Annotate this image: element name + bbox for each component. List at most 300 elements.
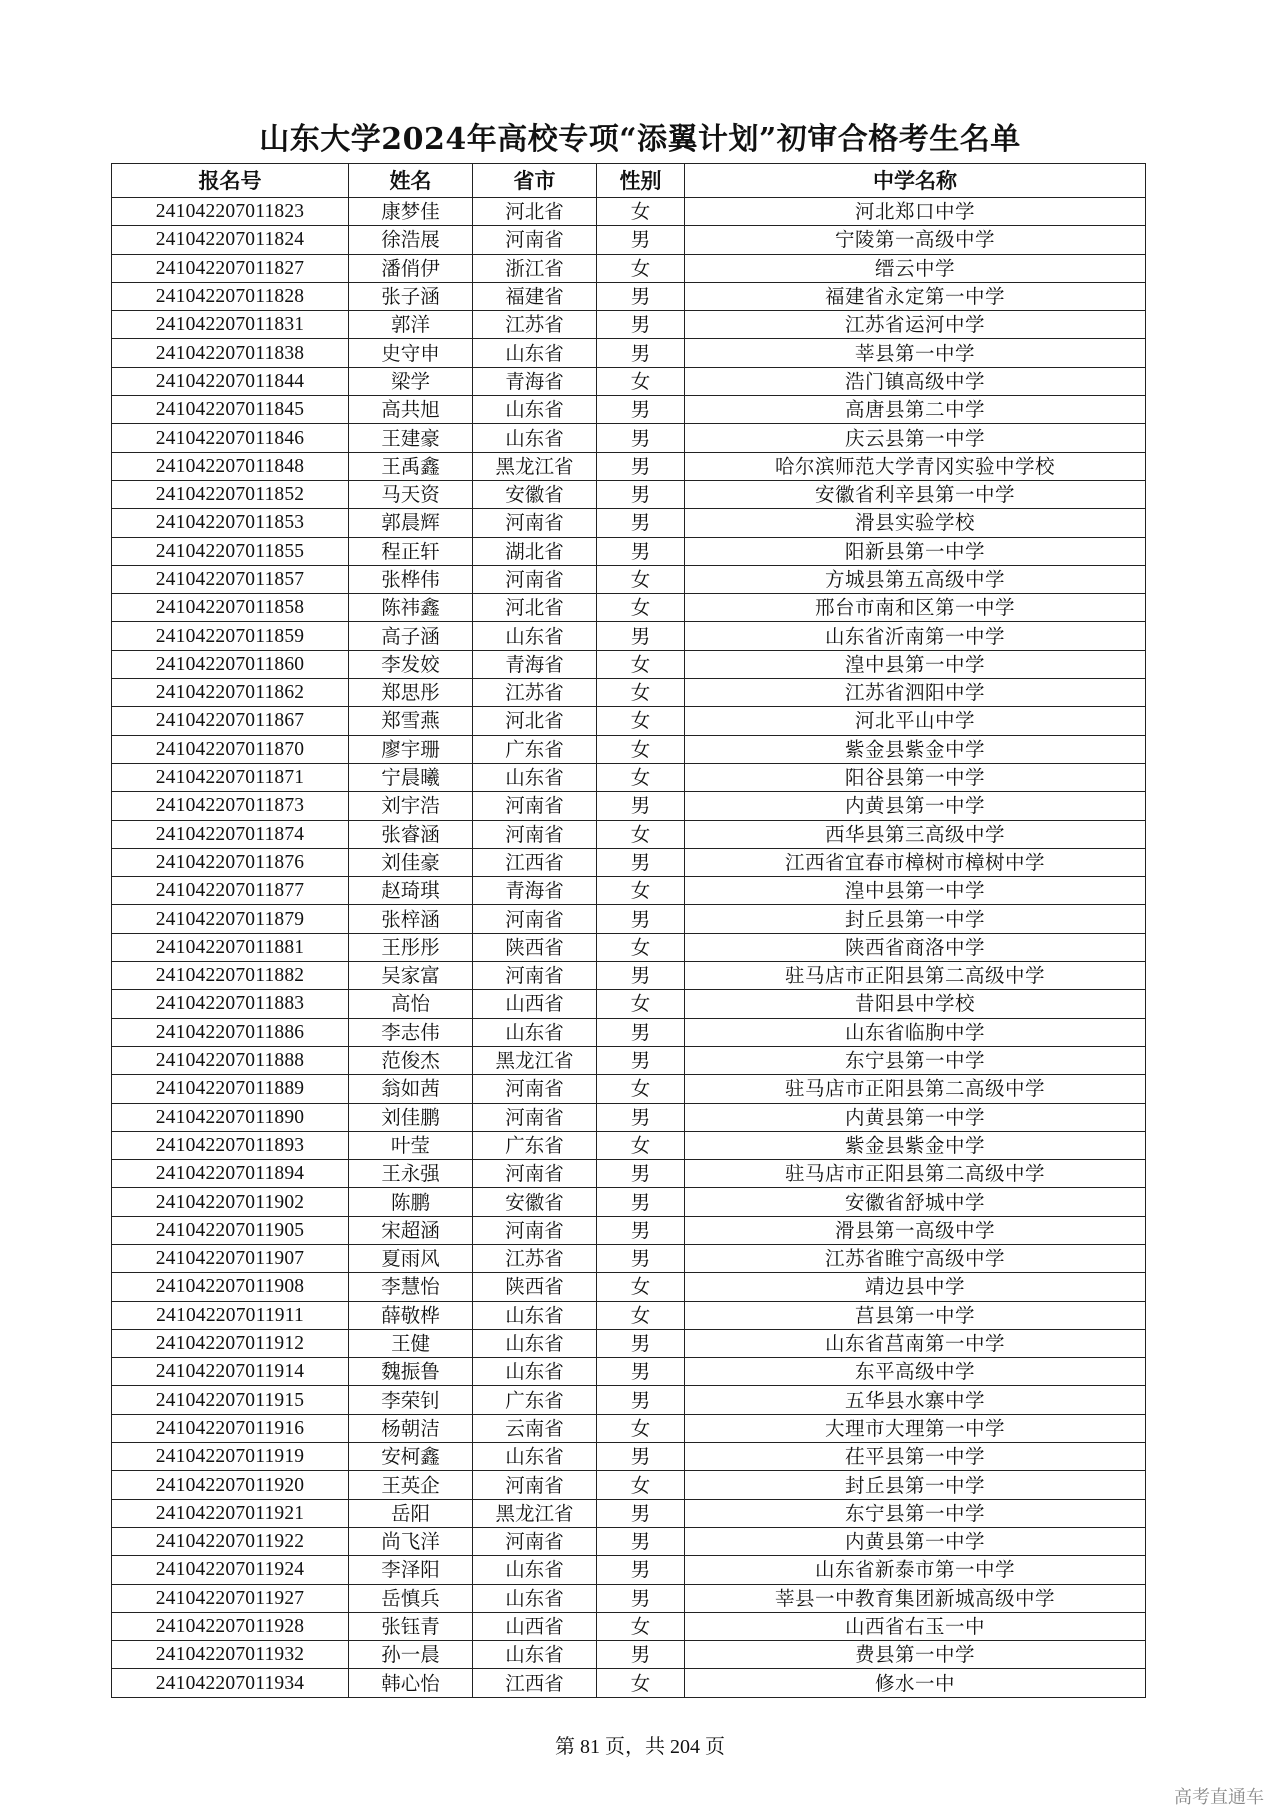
province-cell: 河北省 — [473, 707, 597, 735]
name-cell: 张睿涵 — [349, 820, 473, 848]
gender-cell: 男 — [597, 1018, 685, 1046]
table-row — [112, 1244, 1146, 1272]
registration-no-cell: 241042207011914 — [112, 1358, 349, 1386]
table-row — [112, 707, 1146, 735]
table-row — [112, 594, 1146, 622]
gender-cell: 女 — [597, 565, 685, 593]
name-cell: 薛敬桦 — [349, 1301, 473, 1329]
province-cell: 江苏省 — [473, 679, 597, 707]
province-cell: 山东省 — [473, 396, 597, 424]
registration-no-cell: 241042207011831 — [112, 311, 349, 339]
registration-no-cell: 241042207011858 — [112, 594, 349, 622]
province-cell: 河南省 — [473, 1075, 597, 1103]
province-cell: 广东省 — [473, 1131, 597, 1159]
registration-no-cell: 241042207011893 — [112, 1131, 349, 1159]
school-cell: 高唐县第二中学 — [685, 396, 1146, 424]
gender-cell: 女 — [597, 198, 685, 226]
name-cell: 王健 — [349, 1329, 473, 1357]
name-cell: 梁学 — [349, 367, 473, 395]
table-row — [112, 424, 1146, 452]
registration-no-cell: 241042207011828 — [112, 282, 349, 310]
table-row — [112, 1358, 1146, 1386]
table-row — [112, 1669, 1146, 1697]
name-cell: 王彤彤 — [349, 933, 473, 961]
registration-no-cell: 241042207011920 — [112, 1471, 349, 1499]
gender-cell: 男 — [597, 1216, 685, 1244]
gender-cell: 女 — [597, 877, 685, 905]
registration-no-cell: 241042207011889 — [112, 1075, 349, 1103]
column-header-gender: 性别 — [597, 164, 685, 198]
gender-cell: 女 — [597, 1301, 685, 1329]
gender-cell: 女 — [597, 1075, 685, 1103]
school-cell: 内黄县第一中学 — [685, 792, 1146, 820]
school-cell: 山东省莒南第一中学 — [685, 1329, 1146, 1357]
gender-cell: 男 — [597, 226, 685, 254]
registration-no-cell: 241042207011871 — [112, 763, 349, 791]
province-cell: 广东省 — [473, 1386, 597, 1414]
table-row — [112, 537, 1146, 565]
school-cell: 江苏省睢宁高级中学 — [685, 1244, 1146, 1272]
table-row — [112, 1273, 1146, 1301]
school-cell: 费县第一中学 — [685, 1641, 1146, 1669]
registration-no-cell: 241042207011881 — [112, 933, 349, 961]
gender-cell: 女 — [597, 933, 685, 961]
name-cell: 叶莹 — [349, 1131, 473, 1159]
table-row — [112, 226, 1146, 254]
province-cell: 江苏省 — [473, 311, 597, 339]
gender-cell: 男 — [597, 1556, 685, 1584]
name-cell: 高共旭 — [349, 396, 473, 424]
province-cell: 山东省 — [473, 1556, 597, 1584]
school-cell: 江苏省泗阳中学 — [685, 679, 1146, 707]
name-cell: 韩心怡 — [349, 1669, 473, 1697]
gender-cell: 女 — [597, 1414, 685, 1442]
school-cell: 庆云县第一中学 — [685, 424, 1146, 452]
province-cell: 山东省 — [473, 424, 597, 452]
school-cell: 东宁县第一中学 — [685, 1046, 1146, 1074]
registration-no-cell: 241042207011867 — [112, 707, 349, 735]
province-cell: 青海省 — [473, 877, 597, 905]
registration-no-cell: 241042207011846 — [112, 424, 349, 452]
table-header-row — [112, 164, 1146, 198]
registration-no-cell: 241042207011874 — [112, 820, 349, 848]
school-cell: 封丘县第一中学 — [685, 1471, 1146, 1499]
table-row — [112, 311, 1146, 339]
gender-cell: 男 — [597, 424, 685, 452]
school-cell: 昔阳县中学校 — [685, 990, 1146, 1018]
registration-no-cell: 241042207011927 — [112, 1584, 349, 1612]
table-row — [112, 1386, 1146, 1414]
registration-no-cell: 241042207011908 — [112, 1273, 349, 1301]
gender-cell: 男 — [597, 622, 685, 650]
table-row — [112, 962, 1146, 990]
registration-no-cell: 241042207011844 — [112, 367, 349, 395]
table-row — [112, 339, 1146, 367]
name-cell: 张梓涵 — [349, 905, 473, 933]
table-row — [112, 1641, 1146, 1669]
table-row — [112, 679, 1146, 707]
table-row — [112, 282, 1146, 310]
registration-no-cell: 241042207011894 — [112, 1160, 349, 1188]
gender-cell: 男 — [597, 905, 685, 933]
gender-cell: 男 — [597, 282, 685, 310]
table-row — [112, 792, 1146, 820]
registration-no-cell: 241042207011879 — [112, 905, 349, 933]
name-cell: 王英企 — [349, 1471, 473, 1499]
table-row — [112, 1301, 1146, 1329]
province-cell: 江西省 — [473, 848, 597, 876]
school-cell: 陕西省商洛中学 — [685, 933, 1146, 961]
registration-no-cell: 241042207011888 — [112, 1046, 349, 1074]
table-row — [112, 1216, 1146, 1244]
table-row — [112, 905, 1146, 933]
table-row — [112, 1046, 1146, 1074]
school-cell: 驻马店市正阳县第二高级中学 — [685, 1075, 1146, 1103]
registration-no-cell: 241042207011890 — [112, 1103, 349, 1131]
registration-no-cell: 241042207011905 — [112, 1216, 349, 1244]
school-cell: 紫金县紫金中学 — [685, 735, 1146, 763]
table-row — [112, 509, 1146, 537]
name-cell: 程正轩 — [349, 537, 473, 565]
registration-no-cell: 241042207011857 — [112, 565, 349, 593]
name-cell: 马天资 — [349, 480, 473, 508]
table-row — [112, 990, 1146, 1018]
registration-no-cell: 241042207011928 — [112, 1612, 349, 1640]
school-cell: 安徽省利辛县第一中学 — [685, 480, 1146, 508]
province-cell: 河北省 — [473, 594, 597, 622]
school-cell: 靖边县中学 — [685, 1273, 1146, 1301]
gender-cell: 男 — [597, 1499, 685, 1527]
school-cell: 莘县第一中学 — [685, 339, 1146, 367]
registration-no-cell: 241042207011852 — [112, 480, 349, 508]
school-cell: 滑县实验学校 — [685, 509, 1146, 537]
name-cell: 吴家富 — [349, 962, 473, 990]
gender-cell: 男 — [597, 1329, 685, 1357]
gender-cell: 女 — [597, 1471, 685, 1499]
column-header-school: 中学名称 — [685, 164, 1146, 198]
table-row — [112, 820, 1146, 848]
name-cell: 刘佳鹏 — [349, 1103, 473, 1131]
registration-no-cell: 241042207011915 — [112, 1386, 349, 1414]
registration-no-cell: 241042207011845 — [112, 396, 349, 424]
gender-cell: 男 — [597, 537, 685, 565]
name-cell: 王禹鑫 — [349, 452, 473, 480]
province-cell: 山东省 — [473, 1443, 597, 1471]
school-cell: 缙云中学 — [685, 254, 1146, 282]
registration-no-cell: 241042207011902 — [112, 1188, 349, 1216]
table-row — [112, 735, 1146, 763]
province-cell: 福建省 — [473, 282, 597, 310]
name-cell: 尚飞洋 — [349, 1527, 473, 1555]
registration-no-cell: 241042207011932 — [112, 1641, 349, 1669]
name-cell: 宁晨曦 — [349, 763, 473, 791]
registration-no-cell: 241042207011911 — [112, 1301, 349, 1329]
name-cell: 李志伟 — [349, 1018, 473, 1046]
name-cell: 张桦伟 — [349, 565, 473, 593]
watermark: 高考直通车 — [1174, 1787, 1264, 1808]
province-cell: 河南省 — [473, 905, 597, 933]
name-cell: 陈鹏 — [349, 1188, 473, 1216]
column-header-province: 省市 — [473, 164, 597, 198]
name-cell: 康梦佳 — [349, 198, 473, 226]
table-row — [112, 1103, 1146, 1131]
province-cell: 河南省 — [473, 792, 597, 820]
gender-cell: 男 — [597, 339, 685, 367]
gender-cell: 男 — [597, 1443, 685, 1471]
table-row — [112, 1443, 1146, 1471]
table-row — [112, 650, 1146, 678]
registration-no-cell: 241042207011912 — [112, 1329, 349, 1357]
column-header-name: 姓名 — [349, 164, 473, 198]
gender-cell: 男 — [597, 1584, 685, 1612]
gender-cell: 女 — [597, 1612, 685, 1640]
school-cell: 五华县水寨中学 — [685, 1386, 1146, 1414]
table-row — [112, 198, 1146, 226]
table-row — [112, 396, 1146, 424]
province-cell: 湖北省 — [473, 537, 597, 565]
gender-cell: 男 — [597, 1527, 685, 1555]
registration-no-cell: 241042207011883 — [112, 990, 349, 1018]
table-row — [112, 1131, 1146, 1159]
province-cell: 山东省 — [473, 622, 597, 650]
province-cell: 河南省 — [473, 509, 597, 537]
name-cell: 岳阳 — [349, 1499, 473, 1527]
table-row — [112, 1018, 1146, 1046]
school-cell: 山西省右玉一中 — [685, 1612, 1146, 1640]
province-cell: 河南省 — [473, 226, 597, 254]
name-cell: 李发姣 — [349, 650, 473, 678]
school-cell: 湟中县第一中学 — [685, 877, 1146, 905]
registration-no-cell: 241042207011873 — [112, 792, 349, 820]
table-row — [112, 1075, 1146, 1103]
gender-cell: 男 — [597, 509, 685, 537]
table-row — [112, 565, 1146, 593]
school-cell: 河北平山中学 — [685, 707, 1146, 735]
page-title: 山东大学2024年高校专项“添翼计划”初审合格考生名单 — [259, 122, 1021, 157]
name-cell: 翁如茜 — [349, 1075, 473, 1103]
province-cell: 山东省 — [473, 763, 597, 791]
name-cell: 郭晨辉 — [349, 509, 473, 537]
province-cell: 安徽省 — [473, 480, 597, 508]
name-cell: 王永强 — [349, 1160, 473, 1188]
table-row — [112, 1584, 1146, 1612]
name-cell: 潘俏伊 — [349, 254, 473, 282]
gender-cell: 女 — [597, 594, 685, 622]
province-cell: 青海省 — [473, 650, 597, 678]
registration-no-cell: 241042207011853 — [112, 509, 349, 537]
province-cell: 山西省 — [473, 990, 597, 1018]
school-cell: 江苏省运河中学 — [685, 311, 1146, 339]
province-cell: 河南省 — [473, 1527, 597, 1555]
school-cell: 驻马店市正阳县第二高级中学 — [685, 1160, 1146, 1188]
table-row — [112, 1188, 1146, 1216]
school-cell: 安徽省舒城中学 — [685, 1188, 1146, 1216]
province-cell: 河南省 — [473, 1216, 597, 1244]
table-row — [112, 1499, 1146, 1527]
gender-cell: 男 — [597, 1188, 685, 1216]
school-cell: 山东省新泰市第一中学 — [685, 1556, 1146, 1584]
name-cell: 赵琦琪 — [349, 877, 473, 905]
table-row — [112, 877, 1146, 905]
province-cell: 山西省 — [473, 1612, 597, 1640]
gender-cell: 女 — [597, 990, 685, 1018]
province-cell: 河南省 — [473, 1103, 597, 1131]
gender-cell: 男 — [597, 1358, 685, 1386]
gender-cell: 女 — [597, 763, 685, 791]
name-cell: 夏雨风 — [349, 1244, 473, 1272]
gender-cell: 男 — [597, 1244, 685, 1272]
table-body — [112, 198, 1146, 1698]
gender-cell: 女 — [597, 1273, 685, 1301]
gender-cell: 女 — [597, 1131, 685, 1159]
table-row — [112, 480, 1146, 508]
school-cell: 哈尔滨师范大学青冈实验中学校 — [685, 452, 1146, 480]
school-cell: 湟中县第一中学 — [685, 650, 1146, 678]
school-cell: 福建省永定第一中学 — [685, 282, 1146, 310]
table-row — [112, 254, 1146, 282]
school-cell: 滑县第一高级中学 — [685, 1216, 1146, 1244]
registration-no-cell: 241042207011907 — [112, 1244, 349, 1272]
name-cell: 安柯鑫 — [349, 1443, 473, 1471]
name-cell: 廖宇珊 — [349, 735, 473, 763]
gender-cell: 男 — [597, 1386, 685, 1414]
gender-cell: 女 — [597, 707, 685, 735]
registration-no-cell: 241042207011855 — [112, 537, 349, 565]
table-row — [112, 452, 1146, 480]
province-cell: 山东省 — [473, 1329, 597, 1357]
school-cell: 宁陵第一高级中学 — [685, 226, 1146, 254]
name-cell: 李荣钊 — [349, 1386, 473, 1414]
province-cell: 江西省 — [473, 1669, 597, 1697]
table-row — [112, 1556, 1146, 1584]
registration-no-cell: 241042207011877 — [112, 877, 349, 905]
province-cell: 青海省 — [473, 367, 597, 395]
province-cell: 山东省 — [473, 1641, 597, 1669]
name-cell: 李慧怡 — [349, 1273, 473, 1301]
name-cell: 李泽阳 — [349, 1556, 473, 1584]
school-cell: 邢台市南和区第一中学 — [685, 594, 1146, 622]
name-cell: 史守申 — [349, 339, 473, 367]
name-cell: 郑思彤 — [349, 679, 473, 707]
gender-cell: 女 — [597, 367, 685, 395]
table-row — [112, 1329, 1146, 1357]
school-cell: 莘县一中教育集团新城高级中学 — [685, 1584, 1146, 1612]
registration-no-cell: 241042207011919 — [112, 1443, 349, 1471]
gender-cell: 男 — [597, 396, 685, 424]
name-cell: 范俊杰 — [349, 1046, 473, 1074]
page-number: 第 81 页，共 204 页 — [555, 1736, 725, 1758]
registration-no-cell: 241042207011860 — [112, 650, 349, 678]
name-cell: 张钰青 — [349, 1612, 473, 1640]
gender-cell: 男 — [597, 1641, 685, 1669]
name-cell: 徐浩展 — [349, 226, 473, 254]
school-cell: 大理市大理第一中学 — [685, 1414, 1146, 1442]
name-cell: 宋超涵 — [349, 1216, 473, 1244]
registration-no-cell: 241042207011916 — [112, 1414, 349, 1442]
table-row — [112, 367, 1146, 395]
registration-no-cell: 241042207011876 — [112, 848, 349, 876]
registration-no-cell: 241042207011823 — [112, 198, 349, 226]
registration-no-cell: 241042207011862 — [112, 679, 349, 707]
school-cell: 方城县第五高级中学 — [685, 565, 1146, 593]
gender-cell: 女 — [597, 679, 685, 707]
name-cell: 魏振鲁 — [349, 1358, 473, 1386]
registration-no-cell: 241042207011882 — [112, 962, 349, 990]
name-cell: 刘宇浩 — [349, 792, 473, 820]
gender-cell: 男 — [597, 848, 685, 876]
name-cell: 郑雪燕 — [349, 707, 473, 735]
province-cell: 河南省 — [473, 962, 597, 990]
name-cell: 孙一晨 — [349, 1641, 473, 1669]
province-cell: 山东省 — [473, 1584, 597, 1612]
name-cell: 郭洋 — [349, 311, 473, 339]
name-cell: 王建豪 — [349, 424, 473, 452]
province-cell: 广东省 — [473, 735, 597, 763]
registration-no-cell: 241042207011848 — [112, 452, 349, 480]
name-cell: 陈祎鑫 — [349, 594, 473, 622]
table-row — [112, 763, 1146, 791]
table-row — [112, 1527, 1146, 1555]
gender-cell: 男 — [597, 1103, 685, 1131]
school-cell: 紫金县紫金中学 — [685, 1131, 1146, 1159]
school-cell: 莒县第一中学 — [685, 1301, 1146, 1329]
province-cell: 黑龙江省 — [473, 452, 597, 480]
gender-cell: 男 — [597, 452, 685, 480]
province-cell: 陕西省 — [473, 1273, 597, 1301]
school-cell: 修水一中 — [685, 1669, 1146, 1697]
name-cell: 刘佳豪 — [349, 848, 473, 876]
province-cell: 河北省 — [473, 198, 597, 226]
registration-no-cell: 241042207011886 — [112, 1018, 349, 1046]
candidate-table — [111, 163, 1146, 1698]
gender-cell: 女 — [597, 254, 685, 282]
name-cell: 高怡 — [349, 990, 473, 1018]
province-cell: 黑龙江省 — [473, 1046, 597, 1074]
gender-cell: 男 — [597, 311, 685, 339]
province-cell: 山东省 — [473, 1018, 597, 1046]
gender-cell: 女 — [597, 820, 685, 848]
province-cell: 江苏省 — [473, 1244, 597, 1272]
gender-cell: 男 — [597, 480, 685, 508]
school-cell: 山东省临朐中学 — [685, 1018, 1146, 1046]
province-cell: 山东省 — [473, 1301, 597, 1329]
registration-no-cell: 241042207011934 — [112, 1669, 349, 1697]
gender-cell: 男 — [597, 962, 685, 990]
registration-no-cell: 241042207011921 — [112, 1499, 349, 1527]
school-cell: 茌平县第一中学 — [685, 1443, 1146, 1471]
registration-no-cell: 241042207011859 — [112, 622, 349, 650]
province-cell: 安徽省 — [473, 1188, 597, 1216]
table-row — [112, 1471, 1146, 1499]
gender-cell: 男 — [597, 1160, 685, 1188]
table-row — [112, 622, 1146, 650]
table-row — [112, 1414, 1146, 1442]
table-row — [112, 933, 1146, 961]
name-cell: 张子涵 — [349, 282, 473, 310]
province-cell: 河南省 — [473, 1160, 597, 1188]
gender-cell: 女 — [597, 735, 685, 763]
province-cell: 山东省 — [473, 1358, 597, 1386]
gender-cell: 女 — [597, 1669, 685, 1697]
registration-no-cell: 241042207011870 — [112, 735, 349, 763]
school-cell: 江西省宜春市樟树市樟树中学 — [685, 848, 1146, 876]
name-cell: 高子涵 — [349, 622, 473, 650]
name-cell: 岳慎兵 — [349, 1584, 473, 1612]
school-cell: 西华县第三高级中学 — [685, 820, 1146, 848]
registration-no-cell: 241042207011838 — [112, 339, 349, 367]
column-header-registration-no: 报名号 — [112, 164, 349, 198]
gender-cell: 女 — [597, 650, 685, 678]
